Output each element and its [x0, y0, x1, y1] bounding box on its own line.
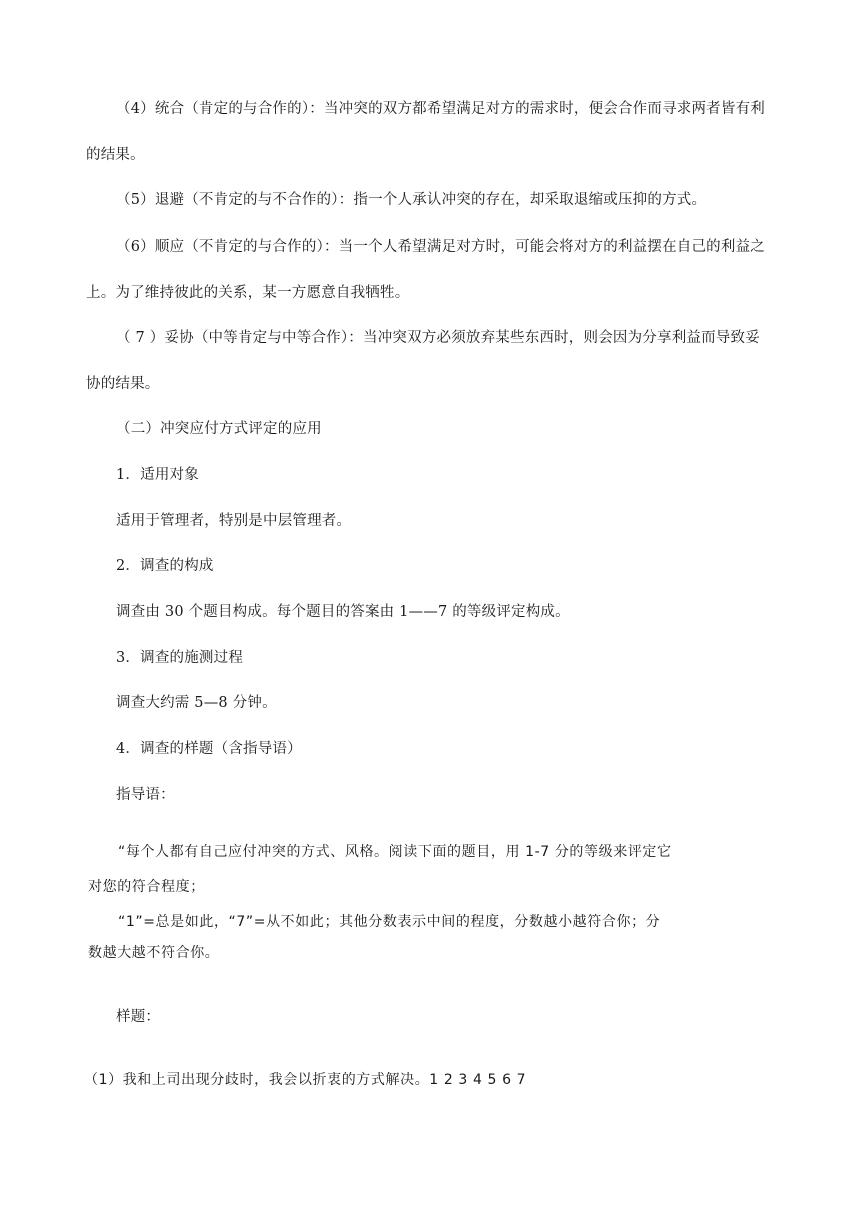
item-1-body: 适用于管理者，特别是中层管理者。 — [116, 513, 352, 529]
item-2-body: 调查由 30 个题目构成。每个题目的答案由 1——7 的等级评定构成。 — [116, 604, 570, 620]
paragraph-6-line-2: 上。为了维持彼此的关系，某一方愿意自我牺牲。 — [86, 285, 410, 301]
instruction-line-1: “每个人都有自己应付冲突的方式、风格。阅读下面的题目，用 1-7 分的等级来评定它 — [118, 844, 672, 860]
instruction-line-2: 对您的符合程度； — [88, 879, 205, 895]
item-3-body: 调查大约需 5—8 分钟。 — [116, 695, 277, 711]
instruction-line-4: 数越大越不符合你。 — [88, 945, 220, 961]
item-4-heading: 4．调查的样题（含指导语） — [116, 741, 302, 757]
item-1-heading: 1．适用对象 — [116, 467, 199, 483]
instruction-line-3: “1”=总是如此，“7”=从不如此；其他分数表示中间的程度，分数越小越符合你；分 — [118, 914, 661, 930]
item-2-heading: 2．调查的构成 — [116, 558, 214, 574]
paragraph-4-line-1: （4）统合（肯定的与合作的）：当冲突的双方都希望满足对方的需求时，便会合作而寻求两者皆有利 — [116, 101, 765, 117]
paragraph-7-line-1: （ 7 ）妥协（中等肯定与中等合作）：当冲突双方必须放弃某些东西时，则会因为分享利益而导致妥 — [116, 330, 760, 346]
sample-label: 样题： — [116, 1009, 161, 1025]
paragraph-6-line-1: （6）顺应（不肯定的与合作的）：当一个人希望满足对方时，可能会将对方的利益摆在自己的利益之 — [116, 239, 765, 255]
paragraph-7-line-2: 协的结果。 — [86, 376, 160, 392]
sample-question: （1）我和上司出现分歧时，我会以折衷的方式解决。1 2 3 4 5 6 7 — [84, 1072, 527, 1088]
item-3-heading: 3．调查的施测过程 — [116, 650, 244, 666]
section-heading: （二）冲突应付方式评定的应用 — [116, 421, 322, 437]
paragraph-5-line-1: （5）退避（不肯定的与不合作的）：指一个人承认冲突的存在，却采取退缩或压抑的方式。 — [116, 192, 707, 208]
item-4-body: 指导语： — [116, 787, 175, 803]
paragraph-4-line-2: 的结果。 — [86, 147, 145, 163]
